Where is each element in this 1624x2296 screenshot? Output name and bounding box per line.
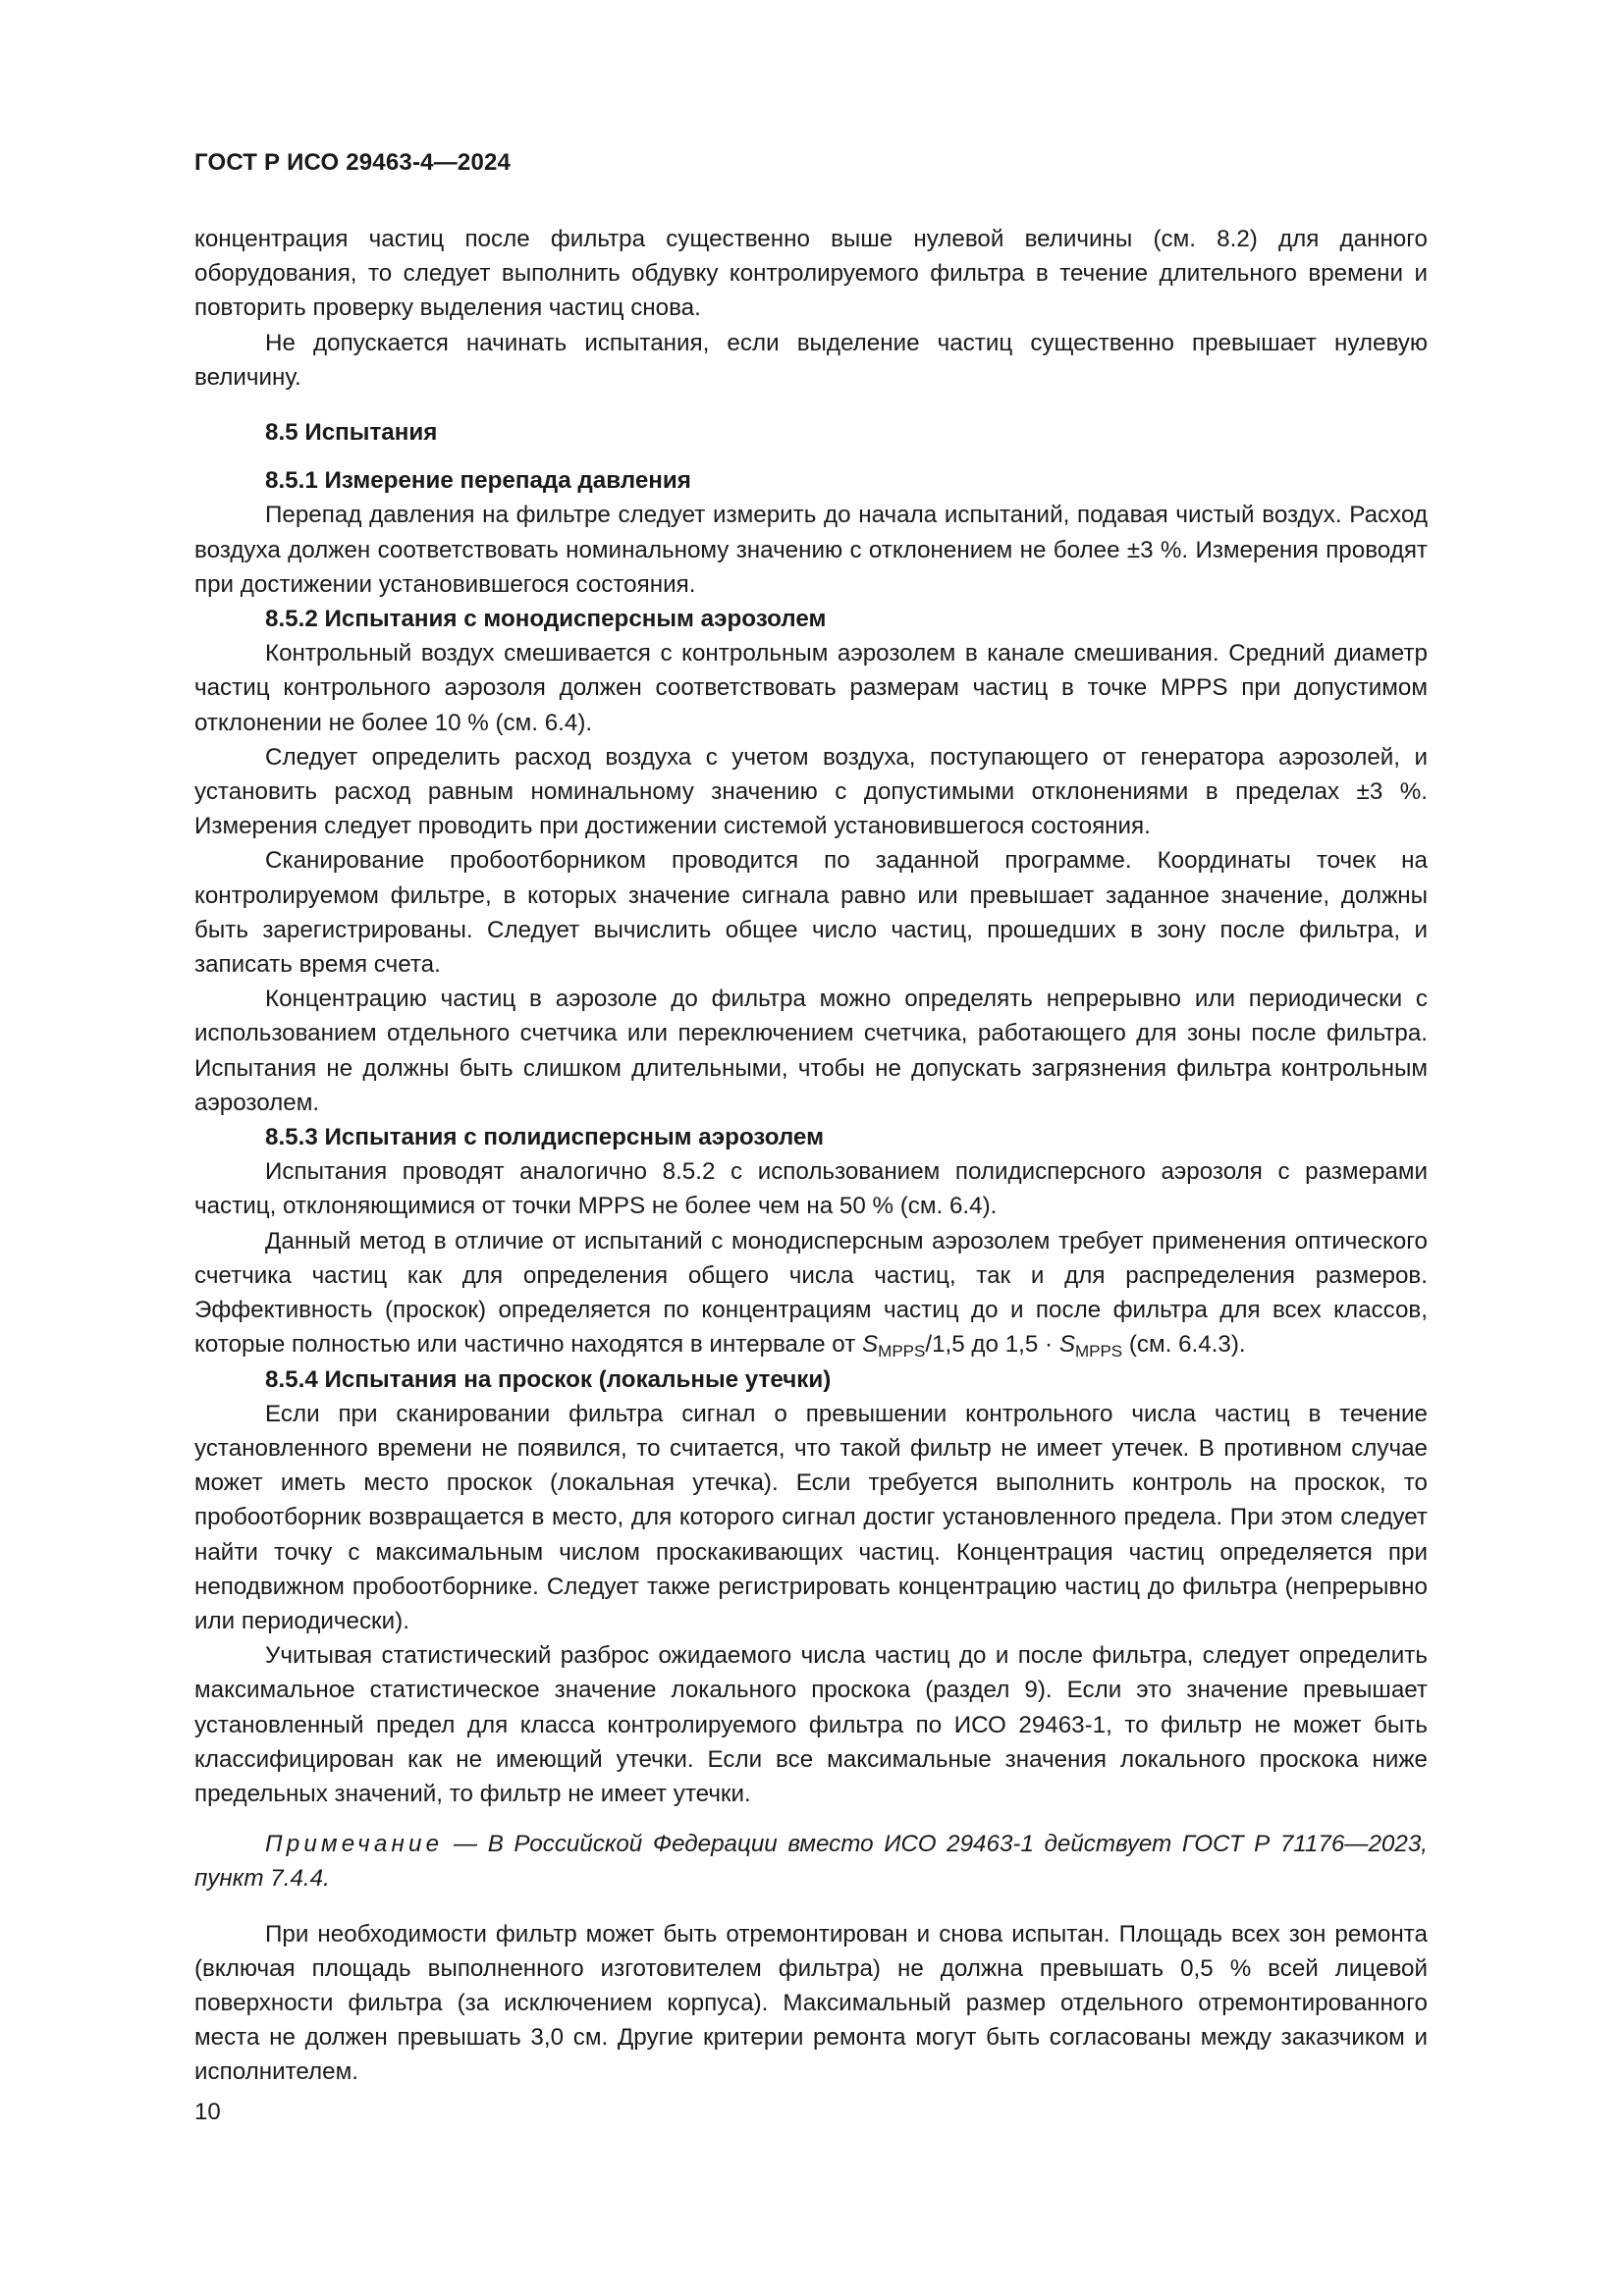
subscript-mpps: MPPS (878, 1342, 926, 1362)
paragraph: Перепад давления на фильтре следует измерить до начала испытаний, подавая чистый воздух. Расход воздуха должен соответствовать номинальному значению с отклонением не более ±3 %. Измерения проводят при достижении установившегося состояния. (194, 502, 1428, 598)
section-8-5-heading: 8.5 Испытания (265, 419, 438, 447)
text-run: Данный метод в отличие от испытаний с монодисперсным аэрозолем требует применения оптического счетчика частиц как для определения общего числа частиц, так и для распределения размеров. Эффективность (проскок) определяется по концентрациям частиц до и после фильтра для всех классов, которые полностью или частично находятся в интервале от (194, 1227, 1428, 1359)
paragraph: Следует определить расход воздуха с учетом воздуха, поступающего от генератора аэрозолей, и установить расход равным номинальному значению с допустимыми отклонениями в пределах ±3 %. Измерения следует проводить при достижении системой установившегося состояния. (194, 743, 1428, 840)
text-run: /1,5 до 1,5 · (925, 1331, 1059, 1359)
paragraph: Если при сканировании фильтра сигнал о превышении контрольного числа частиц в течение установленного времени не появился, то считается, что такой фильтр не имеет утечек. В противном случае может иметь место проскок (локальная утечка). Если требуется выполнить контроль на проскок, то пробоотборник возвращается в место, для которого сигнал достиг установленного предела. При этом следует найти точку с максимальным числом проскакивающих частиц. Концентрация частиц определяется при неподвижном пробоотборнике. Следует также регистрировать концентрацию частиц до фильтра (непрерывно или периодически). (194, 1400, 1428, 1634)
paragraph: Испытания проводят аналогично 8.5.2 с использованием полидисперсного аэрозоля с размерами частиц, отклоняющимися от точки MPPS не более чем на 50 % (см. 6.4). (194, 1158, 1428, 1220)
paragraph-repair: При необходимости фильтр может быть отремонтирован и снова испытан. Площадь всех зон ремонта (включая площадь выполненного изготовителем фильтра) не должна превышать 0,5 % всей лицевой поверхности фильтра (за исключением корпуса). Максимальный размер отдельного отремонтированного места не должен превышать 3,0 см. Другие критерии ремонта могут быть согласованы между заказчиком и исполнителем. (194, 1920, 1428, 2086)
paragraph-no-start: Не допускается начинать испытания, если выделение частиц существенно превышает нулевую величину. (194, 329, 1428, 391)
paragraph: Учитывая статистический разброс ожидаемого числа частиц до и после фильтра, следует определить максимальное статистическое значение локального проскока (раздел 9). Если это значение превышает установленный предел для класса контролируемого фильтра по ИСО 29463-1, то фильтр не может быть классифицирован как не имеющий утечки. Если все максимальные значения локального проскока ниже предельных значений, то фильтр не имеет утечки. (194, 1642, 1428, 1807)
symbol-s: S (862, 1331, 879, 1359)
note-text: — В Российской Федерации вместо ИСО 29463-1 действует ГОСТ Р 71176—2023, пункт 7.4.4. (194, 1831, 1428, 1893)
section-8-5-1-heading: 8.5.1 Измерение перепада давления (265, 467, 691, 495)
note (194, 1827, 1428, 1896)
section-8-5-2-heading: 8.5.2 Испытания с монодисперсным аэрозолем (265, 606, 827, 633)
paragraph: Сканирование пробоотборником проводится по заданной программе. Координаты точек на контролируемом фильтре, в которых значение сигнала равно или превышает заданное значение, должны быть зарегистрированы. Следует вычислить общее число частиц, прошедших в зону после фильтра, и записать время счета. (194, 847, 1428, 979)
text-run: (см. 6.4.3). (1122, 1331, 1246, 1359)
paragraph-with-formula (194, 1224, 1428, 1362)
paragraph: Концентрацию частиц в аэрозоле до фильтра можно определять непрерывно или периодически с использованием отдельного счетчика или переключением счетчика, работающего для зоны после фильтра. Испытания не должны быть слишком длительными, чтобы не допускать загрязнения фильтра контрольным аэрозолем. (194, 986, 1428, 1116)
section-8-5-3-heading: 8.5.3 Испытания с полидисперсным аэрозолем (265, 1124, 824, 1151)
section-8-5-4-heading: 8.5.4 Испытания на проскок (локальные утечки) (265, 1365, 832, 1393)
symbol-s: S (1058, 1331, 1075, 1359)
document-code-header: ГОСТ Р ИСО 29463-4—2024 (194, 149, 512, 176)
page-number: 10 (194, 2099, 221, 2125)
body-text (194, 222, 1428, 2090)
paragraph-continuation: концентрация частиц после фильтра существенно выше нулевой величины (см. 8.2) для данного оборудования, то следует выполнить обдувку контролируемого фильтра в течение длительного времени и повторить проверку выделения частиц снова. (194, 226, 1428, 322)
paragraph: Контрольный воздух смешивается с контрольным аэрозолем в канале смешивания. Средний диаметр частиц контрольного аэрозоля должен соответствовать размерам частиц в точке MPPS при допустимом отклонении не более 10 % (см. 6.4). (194, 640, 1428, 736)
subscript-mpps: MPPS (1074, 1342, 1123, 1362)
note-label: Примечание (265, 1831, 444, 1858)
